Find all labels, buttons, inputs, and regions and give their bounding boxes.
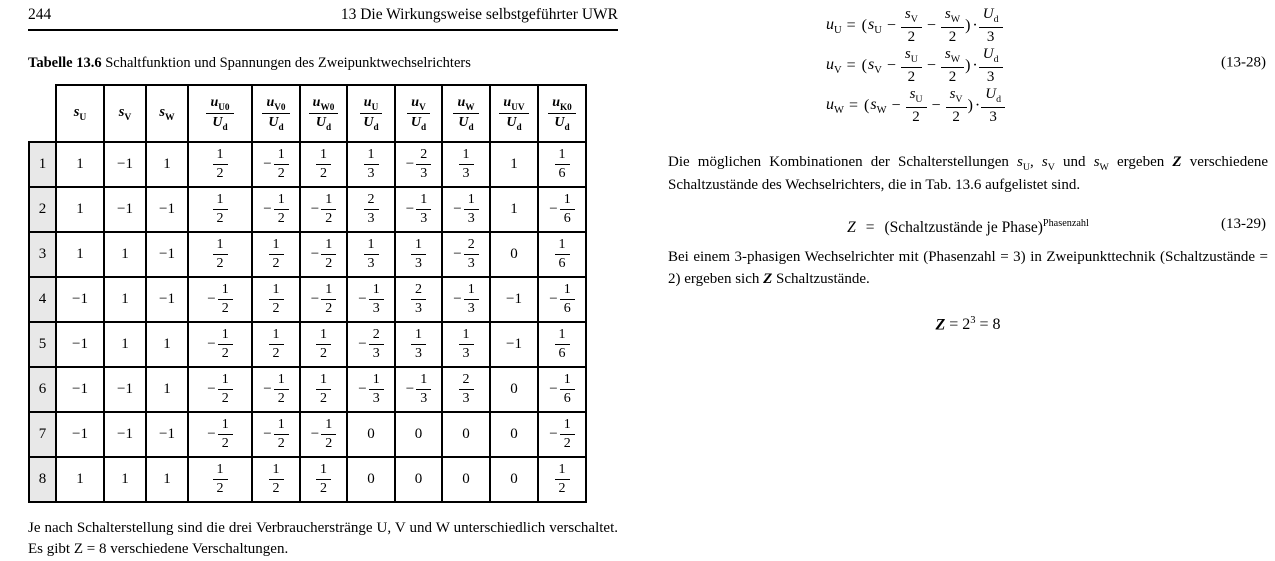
equation-line: $u_U$ = ( $s_U$ − $\frac{s_V}{2}$ − $\frac{s_W}{2}$ ) · $\frac{U_d}{3}$	[668, 6, 1268, 46]
table-caption-label: Tabelle 13.6	[28, 55, 102, 71]
table-cell: −1	[146, 412, 188, 457]
table-cell: − $\frac{1}{3}$	[442, 277, 490, 322]
table-head	[29, 85, 586, 142]
table-cell: 0	[490, 412, 538, 457]
page-header	[28, 6, 618, 31]
column-header: $\frac{u_{W0}}{U_d}$	[300, 85, 347, 142]
equation-z	[668, 315, 1268, 334]
column-header: $s_V$	[104, 85, 146, 142]
table-cell: − $\frac{1}{6}$	[538, 187, 586, 232]
eq29-lhs: Z	[847, 219, 856, 237]
row-number-cell: 8	[29, 457, 56, 502]
table-row	[29, 367, 586, 412]
table-row	[29, 232, 586, 277]
table-cell: − $\frac{1}{2}$	[300, 187, 347, 232]
table-cell: 1	[56, 232, 104, 277]
table-cell: − $\frac{1}{2}$	[252, 187, 300, 232]
table-cell: 1	[490, 142, 538, 187]
table-cell: 0	[442, 457, 490, 502]
table-cell: −1	[56, 367, 104, 412]
table-cell: − $\frac{1}{3}$	[347, 277, 395, 322]
table-cell: $\frac{1}{2}$	[252, 457, 300, 502]
equation-13-28	[668, 0, 1268, 126]
table-cell: −1	[146, 232, 188, 277]
left-column	[28, 6, 618, 561]
table-cell: 1	[104, 322, 146, 367]
table-cell: $\frac{1}{3}$	[395, 232, 442, 277]
column-header: $\frac{u_{V0}}{U_d}$	[252, 85, 300, 142]
column-header: $\frac{u_V}{U_d}$	[395, 85, 442, 142]
blank-header-cell	[29, 85, 56, 142]
table-row	[29, 322, 586, 367]
table-cell: − $\frac{1}{3}$	[395, 187, 442, 232]
eq29-equals: =	[865, 219, 875, 237]
equation-number-13-29: (13-29)	[1221, 216, 1266, 233]
table-cell: 1	[146, 457, 188, 502]
column-header: $s_W$	[146, 85, 188, 142]
paragraph-phases: Bei einem 3-phasigen Wechselrichter mit (Phasenzahl = 3) in Zweipunkttechnik (Schaltzustände = 2) ergeben sich Z Schaltzustände.	[668, 249, 1268, 287]
table-cell: − $\frac{1}{2}$	[252, 412, 300, 457]
table-cell: 0	[490, 457, 538, 502]
table-cell: 0	[442, 412, 490, 457]
table-cell: − $\frac{1}{2}$	[188, 367, 252, 412]
table-cell: − $\frac{1}{2}$	[188, 277, 252, 322]
table-cell: $\frac{1}{2}$	[300, 142, 347, 187]
table-cell: $\frac{1}{3}$	[442, 322, 490, 367]
table-cell: 1	[146, 142, 188, 187]
table-row	[29, 412, 586, 457]
eqz-exponent: 3	[970, 314, 976, 326]
inline-variable: Z	[763, 270, 773, 287]
table-cell: 1	[56, 142, 104, 187]
table-cell: − $\frac{1}{6}$	[538, 277, 586, 322]
row-number-cell: 1	[29, 142, 56, 187]
column-header: $\frac{u_W}{U_d}$	[442, 85, 490, 142]
table-cell: 1	[146, 322, 188, 367]
table-cell: −1	[104, 142, 146, 187]
table-cell: $\frac{1}{6}$	[538, 232, 586, 277]
table-caption	[28, 55, 618, 72]
table-cell: $\frac{1}{2}$	[188, 232, 252, 277]
table-cell: $\frac{1}{2}$	[252, 322, 300, 367]
eqz-post: = 8	[979, 315, 1001, 333]
table-row	[29, 187, 586, 232]
table-cell: $\frac{1}{3}$	[395, 322, 442, 367]
row-number-cell: 2	[29, 187, 56, 232]
table-cell: − $\frac{2}{3}$	[347, 322, 395, 367]
table-cell: $\frac{2}{3}$	[347, 187, 395, 232]
table-cell: $\frac{1}{2}$	[300, 457, 347, 502]
table-cell: $\frac{1}{2}$	[188, 187, 252, 232]
table-cell: − $\frac{1}{3}$	[442, 187, 490, 232]
table-cell: − $\frac{1}{2}$	[538, 412, 586, 457]
equation-line: $u_V$ = ( $s_V$ − $\frac{s_U}{2}$ − $\frac{s_W}{2}$ ) · $\frac{U_d}{3}$	[668, 46, 1268, 86]
table-cell: − $\frac{1}{2}$	[188, 412, 252, 457]
table-cell: 1	[104, 277, 146, 322]
table-body	[29, 142, 586, 502]
table-cell: 1	[104, 457, 146, 502]
table-header-row	[29, 85, 586, 142]
table-caption-text: Schaltfunktion und Spannungen des Zweipunktwechselrichters	[101, 55, 471, 71]
table-cell: $\frac{1}{2}$	[252, 232, 300, 277]
table-cell: − $\frac{2}{3}$	[395, 142, 442, 187]
table-cell: −1	[56, 322, 104, 367]
table-cell: 0	[395, 412, 442, 457]
table-cell: 0	[347, 457, 395, 502]
table-cell: − $\frac{1}{2}$	[300, 277, 347, 322]
table-cell: −1	[146, 277, 188, 322]
table-cell: $\frac{2}{3}$	[395, 277, 442, 322]
table-cell: − $\frac{1}{2}$	[300, 412, 347, 457]
table-cell: $\frac{1}{3}$	[442, 142, 490, 187]
equation-13-29-body	[847, 219, 1089, 236]
eq29-base: (Schaltzustände je Phase)	[884, 219, 1043, 237]
table-cell: $\frac{1}{3}$	[347, 232, 395, 277]
table-cell: − $\frac{1}{2}$	[300, 232, 347, 277]
table-row	[29, 457, 586, 502]
inline-variable: Z	[1172, 154, 1182, 170]
column-header: $\frac{u_U}{U_d}$	[347, 85, 395, 142]
table-cell: −1	[56, 412, 104, 457]
right-column	[668, 0, 1268, 334]
table-cell: − $\frac{1}{3}$	[347, 367, 395, 412]
row-number-cell: 7	[29, 412, 56, 457]
table-cell: − $\frac{1}{6}$	[538, 367, 586, 412]
left-footer-paragraph: Je nach Schalterstellung sind die drei Verbraucherstränge U, V und W unterschiedlich verschaltet. Es gibt Z = 8 verschiedene Verschaltungen.	[28, 520, 618, 558]
table-cell: 1	[104, 232, 146, 277]
table-cell: 1	[490, 187, 538, 232]
page-number: 244	[28, 6, 52, 23]
data-table	[28, 84, 587, 503]
table-cell: $\frac{1}{2}$	[188, 457, 252, 502]
equation-13-29	[668, 211, 1268, 237]
table-cell: −1	[56, 277, 104, 322]
column-header: $\frac{u_{K0}}{U_d}$	[538, 85, 586, 142]
table-cell: − $\frac{1}{2}$	[252, 367, 300, 412]
paragraph-combinations: Die möglichen Kombinationen der Schalterstellungen $s_U$, $s_V$ und $s_W$ ergeben Z verschiedene Schaltzustände des Wechselrichters, die in Tab. 13.6 aufgelistet sind.	[668, 154, 1269, 194]
table-cell: $\frac{1}{6}$	[538, 142, 586, 187]
table-cell: −1	[104, 412, 146, 457]
table-cell: 0	[490, 367, 538, 412]
table-cell: −1	[490, 277, 538, 322]
column-header: $\frac{u_{U0}}{U_d}$	[188, 85, 252, 142]
equation-line: $u_W$ = ( $s_W$ − $\frac{s_U}{2}$ − $\frac{s_V}{2}$ ) · $\frac{U_d}{3}$	[668, 86, 1268, 126]
table-cell: $\frac{1}{2}$	[188, 142, 252, 187]
table-cell: $\frac{1}{2}$	[252, 277, 300, 322]
table-cell: $\frac{1}{2}$	[538, 457, 586, 502]
table-cell: − $\frac{1}{2}$	[252, 142, 300, 187]
column-header: $\frac{u_{UV}}{U_d}$	[490, 85, 538, 142]
table-row	[29, 142, 586, 187]
inline-variable: $s_V$	[1041, 154, 1055, 173]
table-cell: 0	[347, 412, 395, 457]
table-cell: $\frac{1}{2}$	[300, 322, 347, 367]
eq29-exponent: Phasenzahl	[1042, 218, 1089, 230]
table-row	[29, 277, 586, 322]
row-number-cell: 3	[29, 232, 56, 277]
equation-number-13-28: (13-28)	[1221, 54, 1266, 71]
eqz-lhs: Z	[935, 315, 946, 333]
row-number-cell: 4	[29, 277, 56, 322]
table-cell: 1	[146, 367, 188, 412]
column-header: $s_U$	[56, 85, 104, 142]
table-cell: $\frac{1}{2}$	[300, 367, 347, 412]
equation-13-28-lines	[668, 6, 1268, 126]
table-cell: 0	[395, 457, 442, 502]
table-cell: − $\frac{1}{2}$	[188, 322, 252, 367]
inline-variable: $s_U$	[1017, 154, 1030, 173]
table-cell: $\frac{1}{6}$	[538, 322, 586, 367]
table-cell: 1	[56, 457, 104, 502]
eqz-mid: = 2	[949, 315, 971, 333]
table-cell: $\frac{2}{3}$	[442, 367, 490, 412]
table-cell: −1	[104, 367, 146, 412]
table-cell: −1	[490, 322, 538, 367]
table-cell: $\frac{1}{3}$	[347, 142, 395, 187]
row-number-cell: 6	[29, 367, 56, 412]
table-cell: 1	[56, 187, 104, 232]
row-number-cell: 5	[29, 322, 56, 367]
table-cell: 0	[490, 232, 538, 277]
table-cell: −1	[146, 187, 188, 232]
table-cell: −1	[104, 187, 146, 232]
table-cell: − $\frac{1}{3}$	[395, 367, 442, 412]
table-cell: − $\frac{2}{3}$	[442, 232, 490, 277]
inline-variable: $s_W$	[1093, 154, 1109, 173]
running-header: 13 Die Wirkungsweise selbstgeführter UWR	[340, 6, 618, 23]
